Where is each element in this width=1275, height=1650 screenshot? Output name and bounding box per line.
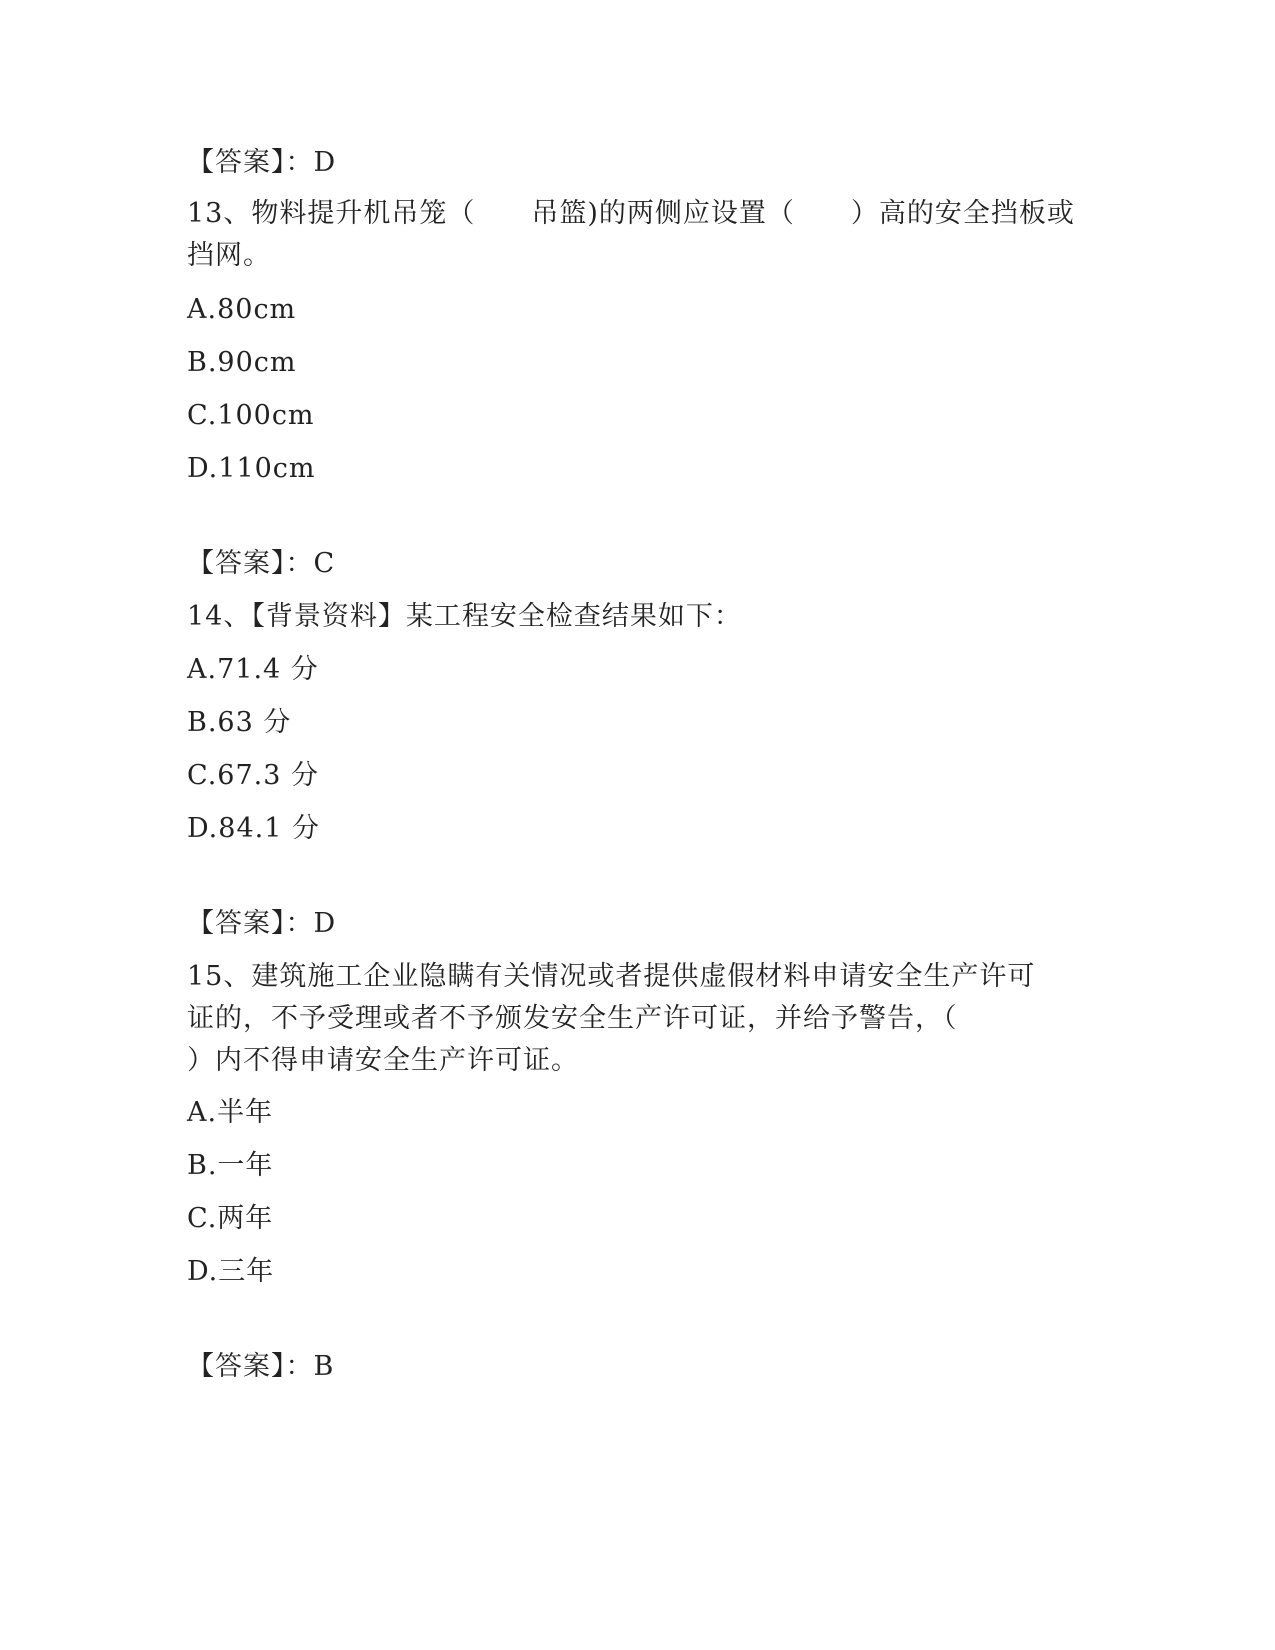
question-15-line-2: 证的，不予受理或者不予颁发安全生产许可证，并给予警告，（ (187, 1003, 958, 1034)
answer-value: C (313, 548, 336, 579)
question-13-option-c: C.100cm (187, 400, 315, 431)
question-13-option-d: D.110cm (187, 453, 316, 484)
question-15-option-a: A.半年 (187, 1097, 274, 1128)
question-14-option-d: D.84.1 分 (187, 813, 320, 844)
question-15-line-3: ）内不得申请安全生产许可证。 (187, 1045, 579, 1076)
answer-line-q12 (187, 146, 336, 180)
question-15-option-b: B.一年 (187, 1150, 274, 1181)
question-15-option-d: D.三年 (187, 1256, 275, 1287)
answer-label: 【答案】 (187, 1351, 286, 1382)
question-14-option-c: C.67.3 分 (187, 760, 319, 791)
question-13-option-b: B.90cm (187, 347, 297, 378)
question-13-line-1: 13、物料提升机吊笼（ 吊篮)的两侧应设置（ ）高的安全挡板或 (187, 198, 1075, 229)
question-14-option-a: A.71.4 分 (187, 654, 319, 685)
answer-label: 【答案】 (187, 908, 286, 939)
answer-line-q14 (187, 907, 336, 941)
answer-line-q13 (187, 547, 335, 581)
answer-value: D (313, 908, 337, 939)
answer-separator: ： (285, 1351, 314, 1382)
answer-label: 【答案】 (187, 147, 286, 178)
answer-separator: ： (285, 548, 314, 579)
question-15-line-1: 15、建筑施工企业隐瞒有关情况或者提供虚假材料申请安全生产许可 (187, 961, 1036, 992)
answer-separator: ： (285, 147, 314, 178)
answer-separator: ： (285, 908, 314, 939)
answer-value: B (313, 1351, 335, 1382)
question-15-option-c: C.两年 (187, 1203, 274, 1234)
question-14-line-1: 14、【背景资料】某工程安全检查结果如下： (187, 601, 742, 632)
answer-line-q15 (187, 1350, 334, 1384)
question-14-option-b: B.63 分 (187, 707, 292, 738)
question-13-option-a: A.80cm (187, 294, 297, 325)
answer-label: 【答案】 (187, 548, 286, 579)
question-13-line-2: 挡网。 (187, 240, 271, 271)
answer-value: D (313, 147, 337, 178)
